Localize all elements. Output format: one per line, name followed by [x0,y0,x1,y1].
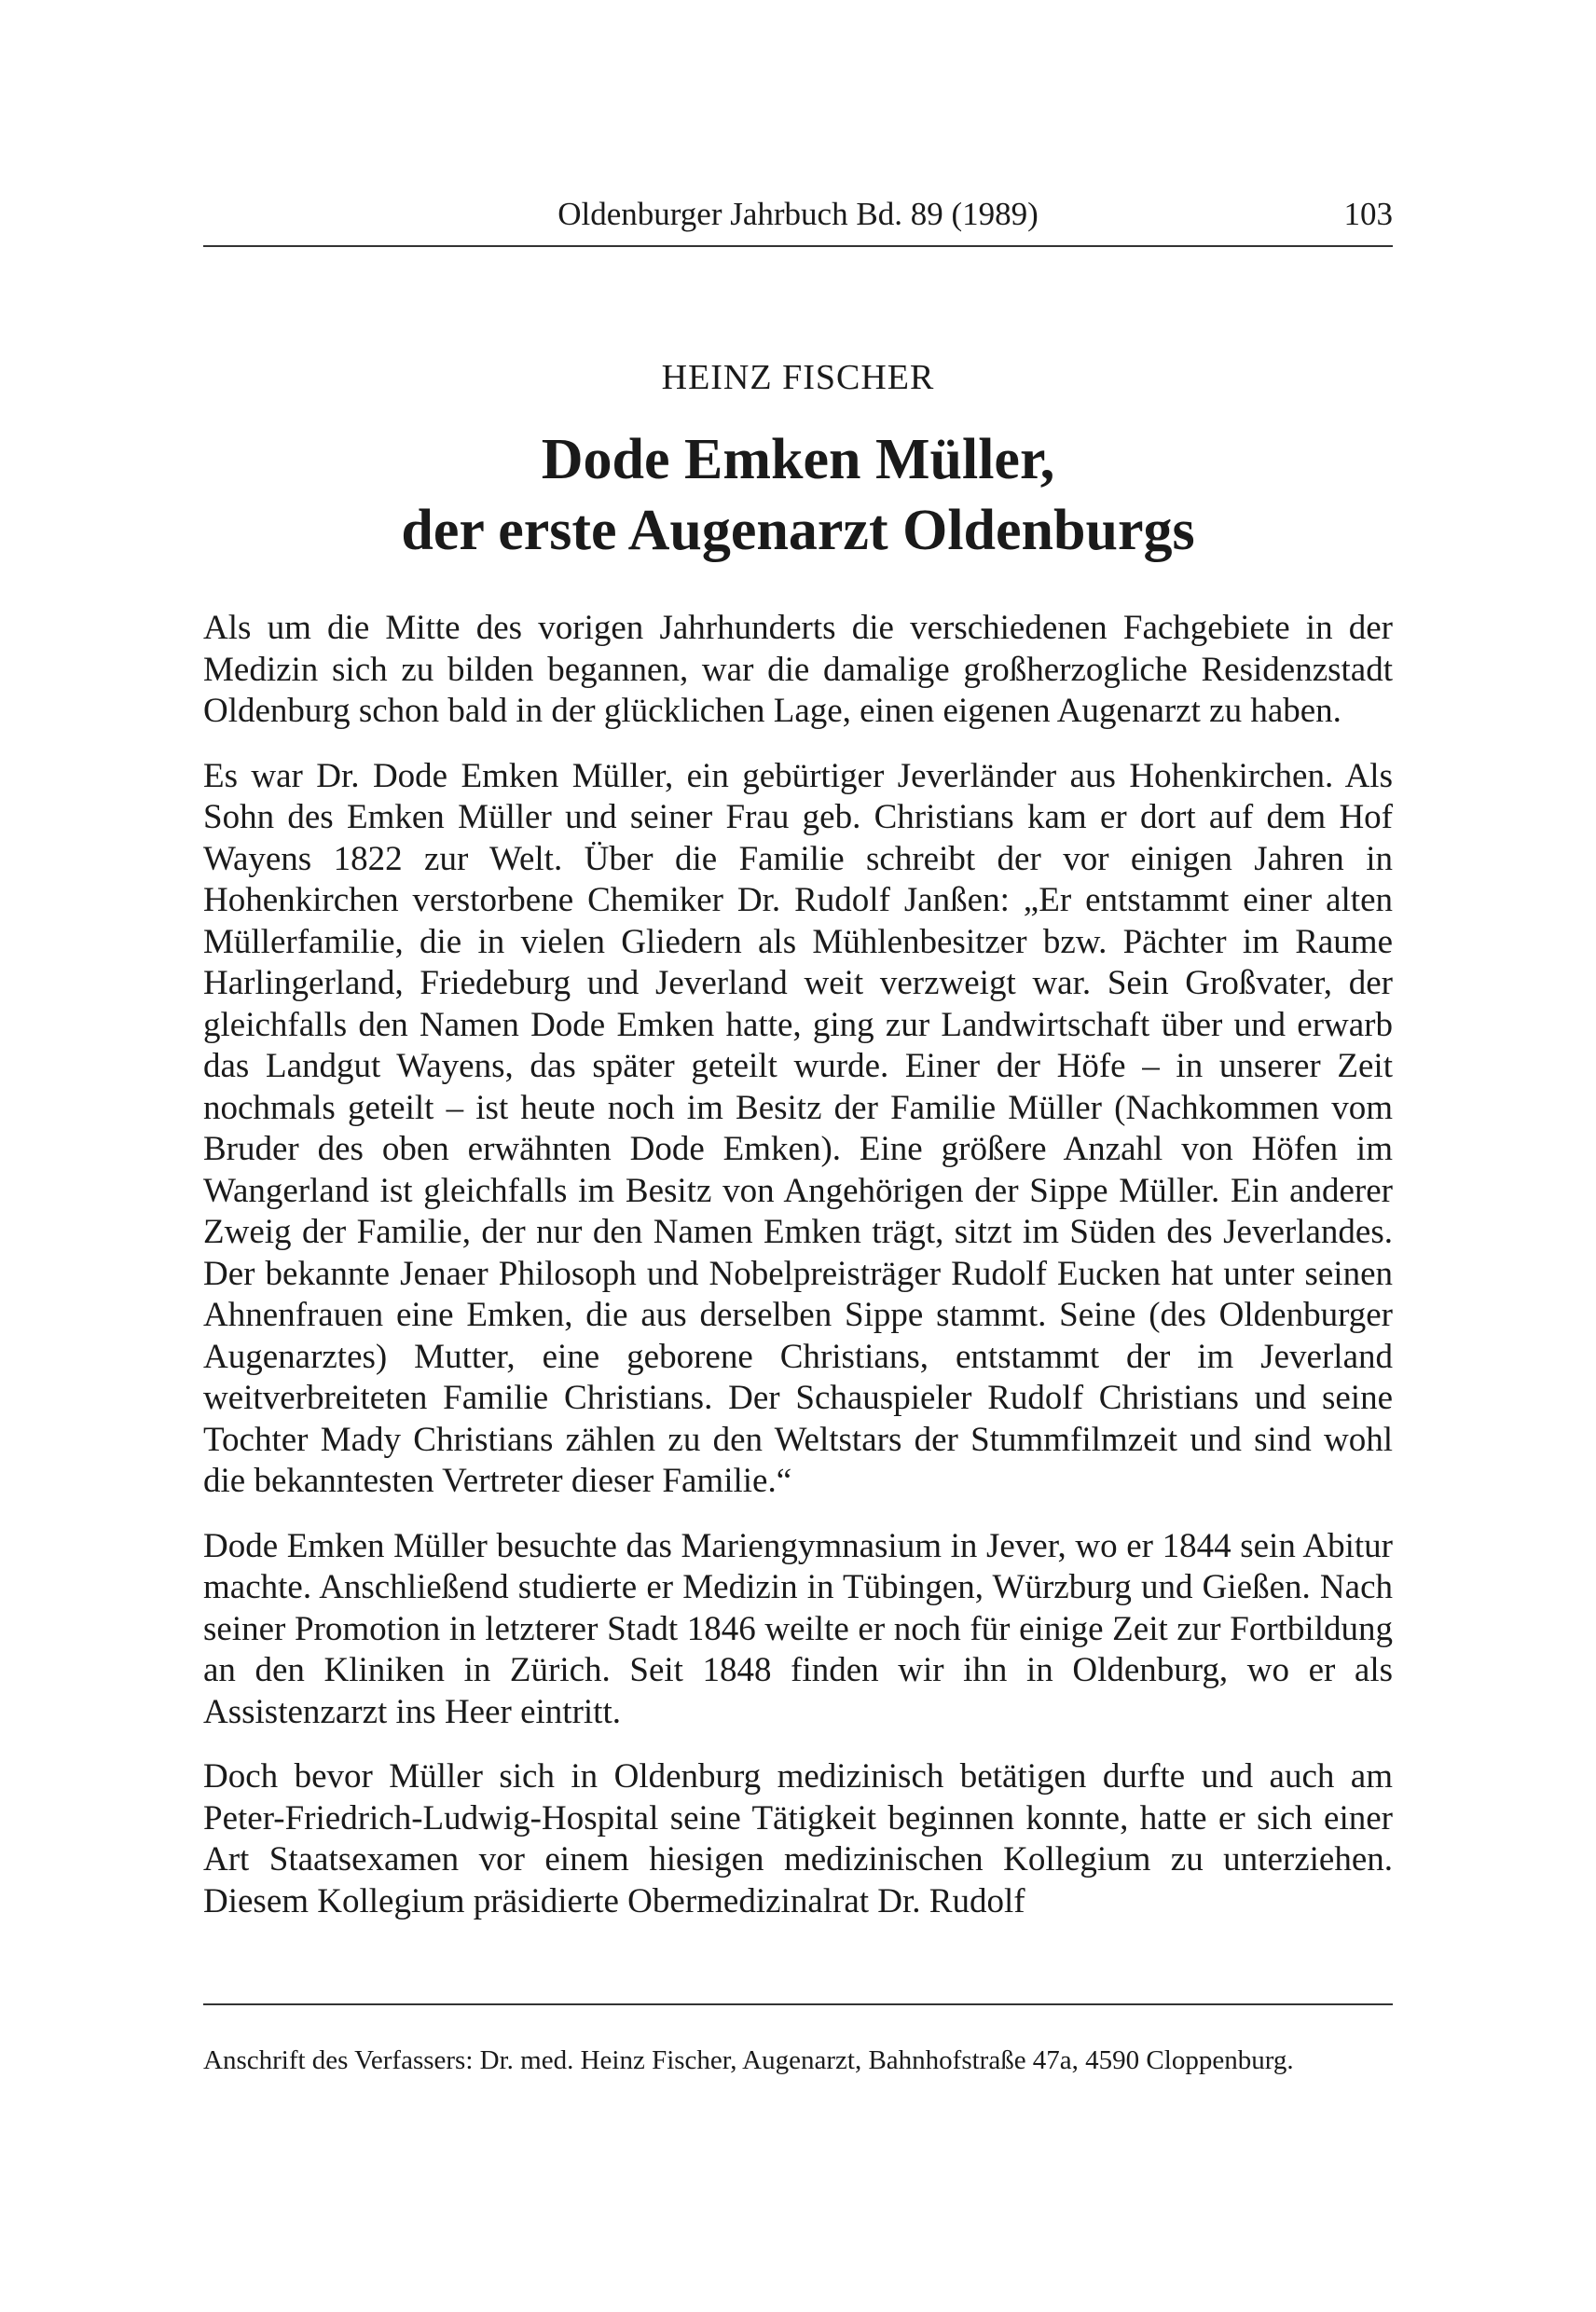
author-name: HEINZ FISCHER [661,358,935,397]
article-title [203,424,1393,566]
title-line-1: Dode Emken Müller, [541,428,1055,491]
paragraph: Doch bevor Müller sich in Oldenburg medizinisch betätigen durfte und auch am Peter-Friedrich-Ludwig-Hospital seine Tätigkeit beginnen konnte, hatte er sich einer Art Staatsexamen vor einem hiesigen medizinischen Kollegium zu unterziehen. Diesem Kollegium präsidierte Obermedizinalrat Dr. Rudolf [203,1757,1393,1920]
paragraph: Als um die Mitte des vorigen Jahrhunderts die verschiedenen Fachgebiete in der Medizin sich zu bilden begannen, war die damalige großherzogliche Residenzstadt Oldenburg schon bald in der glücklichen Lage, einen eigenen Augenarzt zu haben. [203,609,1393,730]
footnote-rule [203,2003,1393,2005]
header-rule [203,245,1393,247]
journal-title: Oldenburger Jahrbuch Bd. 89 (1989) [557,196,1039,232]
author-address-footnote: Anschrift des Verfassers: Dr. med. Heinz Fischer, Augenarzt, Bahnhofstraße 47a, 4590 Cloppenburg. [203,2045,1294,2075]
article-body [203,608,1393,1946]
page-number: 103 [1343,196,1393,232]
running-head [203,194,1393,235]
title-line-2: der erste Augenarzt Oldenburgs [401,499,1195,562]
document-page [203,0,1393,2312]
paragraph: Dode Emken Müller besuchte das Mariengymnasium in Jever, wo er 1844 sein Abitur machte. Anschließend studierte er Medizin in Tübingen, Würzburg und Gießen. Nach seiner Promotion in letzterer Stadt 1846 weilte er noch für einige Zeit zur Fortbildung an den Kliniken in Zürich. Seit 1848 finden wir ihn in Oldenburg, wo er als Assistenzarzt ins Heer eintritt. [203,1526,1393,1731]
paragraph: Es war Dr. Dode Emken Müller, ein gebürtiger Jeverländer aus Hohenkirchen. Als Sohn des Emken Müller und seiner Frau geb. Christians kam er dort auf dem Hof Wayens 1822 zur Welt. Über die Familie schreibt der vor einigen Jahren in Hohenkirchen verstorbene Chemiker Dr. Rudolf Janßen: „Er entstammt einer alten Müllerfamilie, die in vielen Gliedern als Mühlenbesitzer bzw. Pächter im Raume Harlingerland, Friedeburg und Jeverland weit verzweigt war. Sein Großvater, der gleichfalls den Namen Dode Emken hatte, ging zur Landwirtschaft über und erwarb das Landgut Wayens, das später geteilt wurde. Einer der Höfe – in unserer Zeit nochmals geteilt – ist heute noch im Besitz der Familie Müller (Nachkommen vom Bruder des oben erwähnten Dode Emken). Eine größere Anzahl von Höfen im Wangerland ist gleichfalls im Besitz von Angehörigen der Sippe Müller. Ein anderer Zweig der Familie, der nur den Namen Emken trägt, sitzt im Süden des Jeverlandes. Der bekannte Jenaer Philosoph und Nobelpreisträger Rudolf Eucken hat unter seinen Ahnenfrauen eine Emken, die aus derselben Sippe stammt. Seine (des Oldenburger Augenarztes) Mutter, eine geborene Christians, entstammt der im Jeverland weitverbreiteten Familie Christians. Der Schauspieler Rudolf Christians und seine Tochter Mady Christians zählen zu den Weltstars der Stummfilmzeit und sind wohl die bekanntesten Vertreter dieser Familie.“ [203,756,1393,1500]
